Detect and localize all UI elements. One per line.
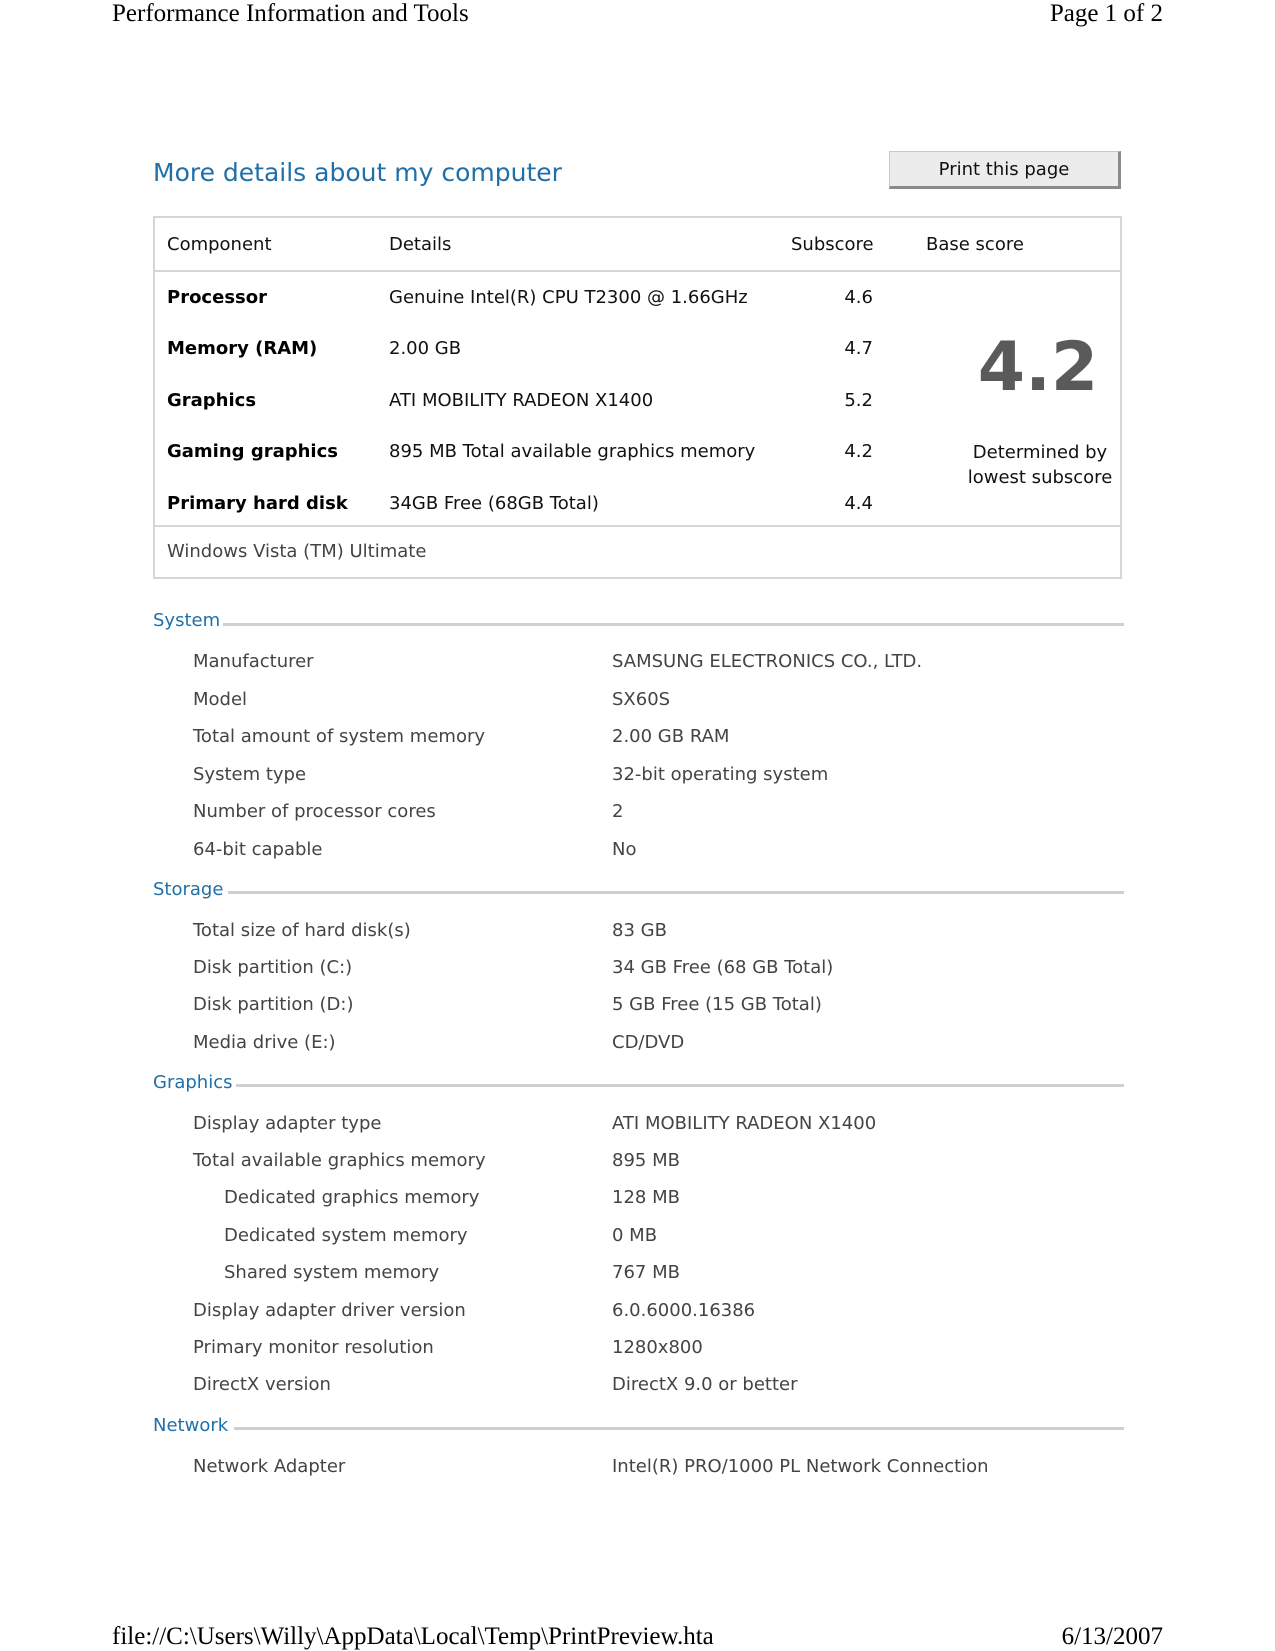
info-value: 767 MB [612, 1262, 680, 1283]
info-row-directx-version [0, 1374, 1275, 1404]
info-value: 2 [612, 801, 624, 822]
info-row-manufacturer [0, 651, 1275, 681]
info-value: 0 MB [612, 1225, 658, 1246]
info-value: 5 GB Free (15 GB Total) [612, 994, 822, 1015]
column-header-details: Details [389, 234, 452, 255]
info-value: DirectX 9.0 or better [612, 1374, 798, 1395]
info-label: Manufacturer [193, 651, 314, 672]
info-row-64-bit-capable [0, 839, 1275, 869]
component-details: ATI MOBILITY RADEON X1400 [389, 390, 654, 411]
info-label: Media drive (E:) [193, 1032, 336, 1053]
info-row-shared-system-memory [0, 1262, 1275, 1292]
info-value: 32-bit operating system [612, 764, 829, 785]
component-name: Gaming graphics [167, 441, 338, 462]
info-row-total-graphics-memory [0, 1150, 1275, 1180]
base-score-note [945, 440, 1135, 490]
info-value: 83 GB [612, 920, 667, 941]
info-label: Disk partition (D:) [193, 994, 354, 1015]
print-footer-date: 6/13/2007 [1061, 1623, 1163, 1650]
info-label: Total available graphics memory [193, 1150, 486, 1171]
info-value: 128 MB [612, 1187, 680, 1208]
info-label: Dedicated graphics memory [224, 1187, 480, 1208]
print-header-title: Performance Information and Tools [112, 0, 469, 27]
print-this-page-button[interactable]: Print this page [889, 151, 1121, 189]
component-subscore: 5.2 [844, 390, 873, 411]
info-row-media-drive [0, 1032, 1275, 1062]
component-subscore: 4.6 [844, 287, 873, 308]
print-footer-file-path: file://C:\Users\Willy\AppData\Local\Temp\PrintPreview.hta [112, 1623, 714, 1650]
info-label: Disk partition (C:) [193, 957, 353, 978]
info-label: 64-bit capable [193, 839, 323, 860]
info-row-dedicated-system-memory [0, 1225, 1275, 1255]
component-subscore: 4.7 [844, 338, 873, 359]
info-value: SAMSUNG ELECTRONICS CO., LTD. [612, 651, 923, 672]
info-value: 1280x800 [612, 1337, 703, 1358]
section-divider [223, 623, 1124, 626]
info-label: DirectX version [193, 1374, 331, 1395]
info-label: Total amount of system memory [193, 726, 486, 747]
info-value: SX60S [612, 689, 671, 710]
component-details: 895 MB Total available graphics memory [389, 441, 756, 462]
info-row-monitor-resolution [0, 1337, 1275, 1367]
info-row-dedicated-graphics-memory [0, 1187, 1275, 1217]
component-name: Processor [167, 287, 267, 308]
info-value: ATI MOBILITY RADEON X1400 [612, 1113, 877, 1134]
component-name: Primary hard disk [167, 493, 348, 514]
component-row-processor [155, 285, 1120, 315]
base-score-note-line: lowest subscore [967, 467, 1113, 488]
component-details: 34GB Free (68GB Total) [389, 493, 599, 514]
column-header-component: Component [167, 234, 272, 255]
info-label: Primary monitor resolution [193, 1337, 434, 1358]
info-label: Model [193, 689, 248, 710]
section-title-graphics: Graphics [153, 1072, 233, 1093]
base-score-note-line: Determined by [972, 442, 1108, 463]
info-label: Network Adapter [193, 1456, 346, 1477]
os-edition: Windows Vista (TM) Ultimate [167, 541, 427, 562]
os-edition-row [155, 525, 1120, 577]
info-row-processor-cores [0, 801, 1275, 831]
info-value: Intel(R) PRO/1000 PL Network Connection [612, 1456, 989, 1477]
page-title: More details about my computer [153, 158, 562, 187]
component-subscore: 4.4 [844, 493, 873, 514]
base-score-value: 4.2 [977, 328, 1099, 407]
info-label: Number of processor cores [193, 801, 436, 822]
print-header-page-number: Page 1 of 2 [1049, 0, 1163, 27]
info-label: Total size of hard disk(s) [193, 920, 411, 941]
info-row-disk-partition-c [0, 957, 1275, 987]
column-header-subscore: Subscore [791, 234, 874, 255]
info-label: Dedicated system memory [224, 1225, 468, 1246]
info-value: CD/DVD [612, 1032, 685, 1053]
info-label: System type [193, 764, 307, 785]
component-subscore: 4.2 [844, 441, 873, 462]
info-value: 6.0.6000.16386 [612, 1300, 756, 1321]
component-name: Graphics [167, 390, 257, 411]
component-details: Genuine Intel(R) CPU T2300 @ 1.66GHz [389, 287, 748, 308]
info-row-system-type [0, 764, 1275, 794]
info-row-system-memory [0, 726, 1275, 756]
component-details: 2.00 GB [389, 338, 462, 359]
info-row-model [0, 689, 1275, 719]
column-header-base-score: Base score [926, 234, 1024, 255]
info-label: Shared system memory [224, 1262, 440, 1283]
section-divider [228, 891, 1124, 894]
component-row-primary-hard-disk [155, 491, 1120, 521]
info-row-display-adapter-type [0, 1113, 1275, 1143]
info-value: No [612, 839, 637, 860]
component-name: Memory (RAM) [167, 338, 318, 359]
info-label: Display adapter driver version [193, 1300, 466, 1321]
info-row-driver-version [0, 1300, 1275, 1330]
info-value: 895 MB [612, 1150, 680, 1171]
section-title-storage: Storage [153, 879, 224, 900]
section-divider [236, 1084, 1124, 1087]
info-value: 2.00 GB RAM [612, 726, 730, 747]
score-table-header [155, 218, 1120, 272]
info-row-total-disk-size [0, 920, 1275, 950]
info-label: Display adapter type [193, 1113, 382, 1134]
section-divider [234, 1427, 1124, 1430]
section-title-system: System [153, 610, 221, 631]
info-row-network-adapter [0, 1456, 1275, 1486]
info-value: 34 GB Free (68 GB Total) [612, 957, 834, 978]
section-title-network: Network [153, 1415, 229, 1436]
score-table [153, 216, 1122, 579]
info-row-disk-partition-d [0, 994, 1275, 1024]
